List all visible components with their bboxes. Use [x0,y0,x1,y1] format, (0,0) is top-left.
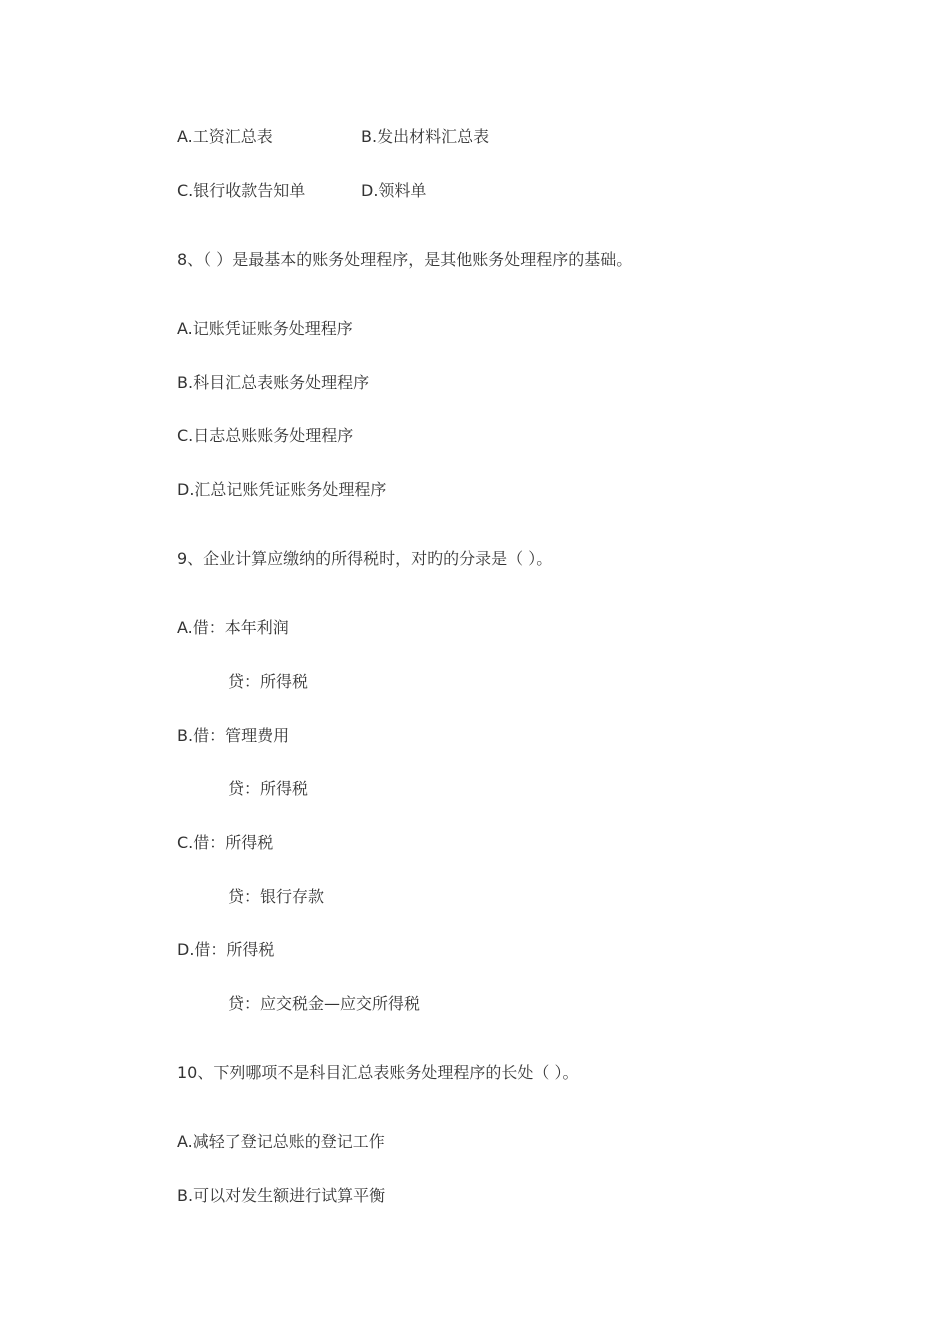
q9-option-d-credit: 贷：应交税金—应交所得税 [228,994,421,1013]
q8-option-b: B.科目汇总表账务处理程序 [177,373,370,392]
q8-option-a: A.记账凭证账务处理程序 [177,319,353,338]
q9-option-a-credit: 贷：所得税 [228,672,309,691]
q7-option-c: C.银行收款告知单 [177,181,306,200]
q8-question: 8、（ ）是最基本的账务处理程序，是其他账务处理程序的基础。 [177,250,633,269]
q9-option-b-debit: B.借：管理费用 [177,726,290,745]
q7-option-a: A.工资汇总表 [177,127,273,146]
q9-option-c-credit: 贷：银行存款 [228,887,325,906]
q9-option-d-debit: D.借：所得税 [177,940,275,959]
q9-option-b-credit: 贷：所得税 [228,779,309,798]
q9-question: 9、企业计算应缴纳的所得税时，对旳的分录是（ ）。 [177,549,553,568]
q7-option-b: B.发出材料汇总表 [361,127,490,146]
q8-option-c: C.日志总账账务处理程序 [177,426,354,445]
q9-option-a-debit: A.借：本年利润 [177,618,289,637]
q10-option-b: B.可以对发生额进行试算平衡 [177,1186,386,1205]
q10-question: 10、下列哪项不是科目汇总表账务处理程序的长处（ ）。 [177,1063,579,1082]
q8-option-d: D.汇总记账凭证账务处理程序 [177,480,387,499]
q10-option-a: A.减轻了登记总账的登记工作 [177,1132,385,1151]
q9-option-c-debit: C.借：所得税 [177,833,274,852]
q7-option-d: D.领料单 [361,181,427,200]
